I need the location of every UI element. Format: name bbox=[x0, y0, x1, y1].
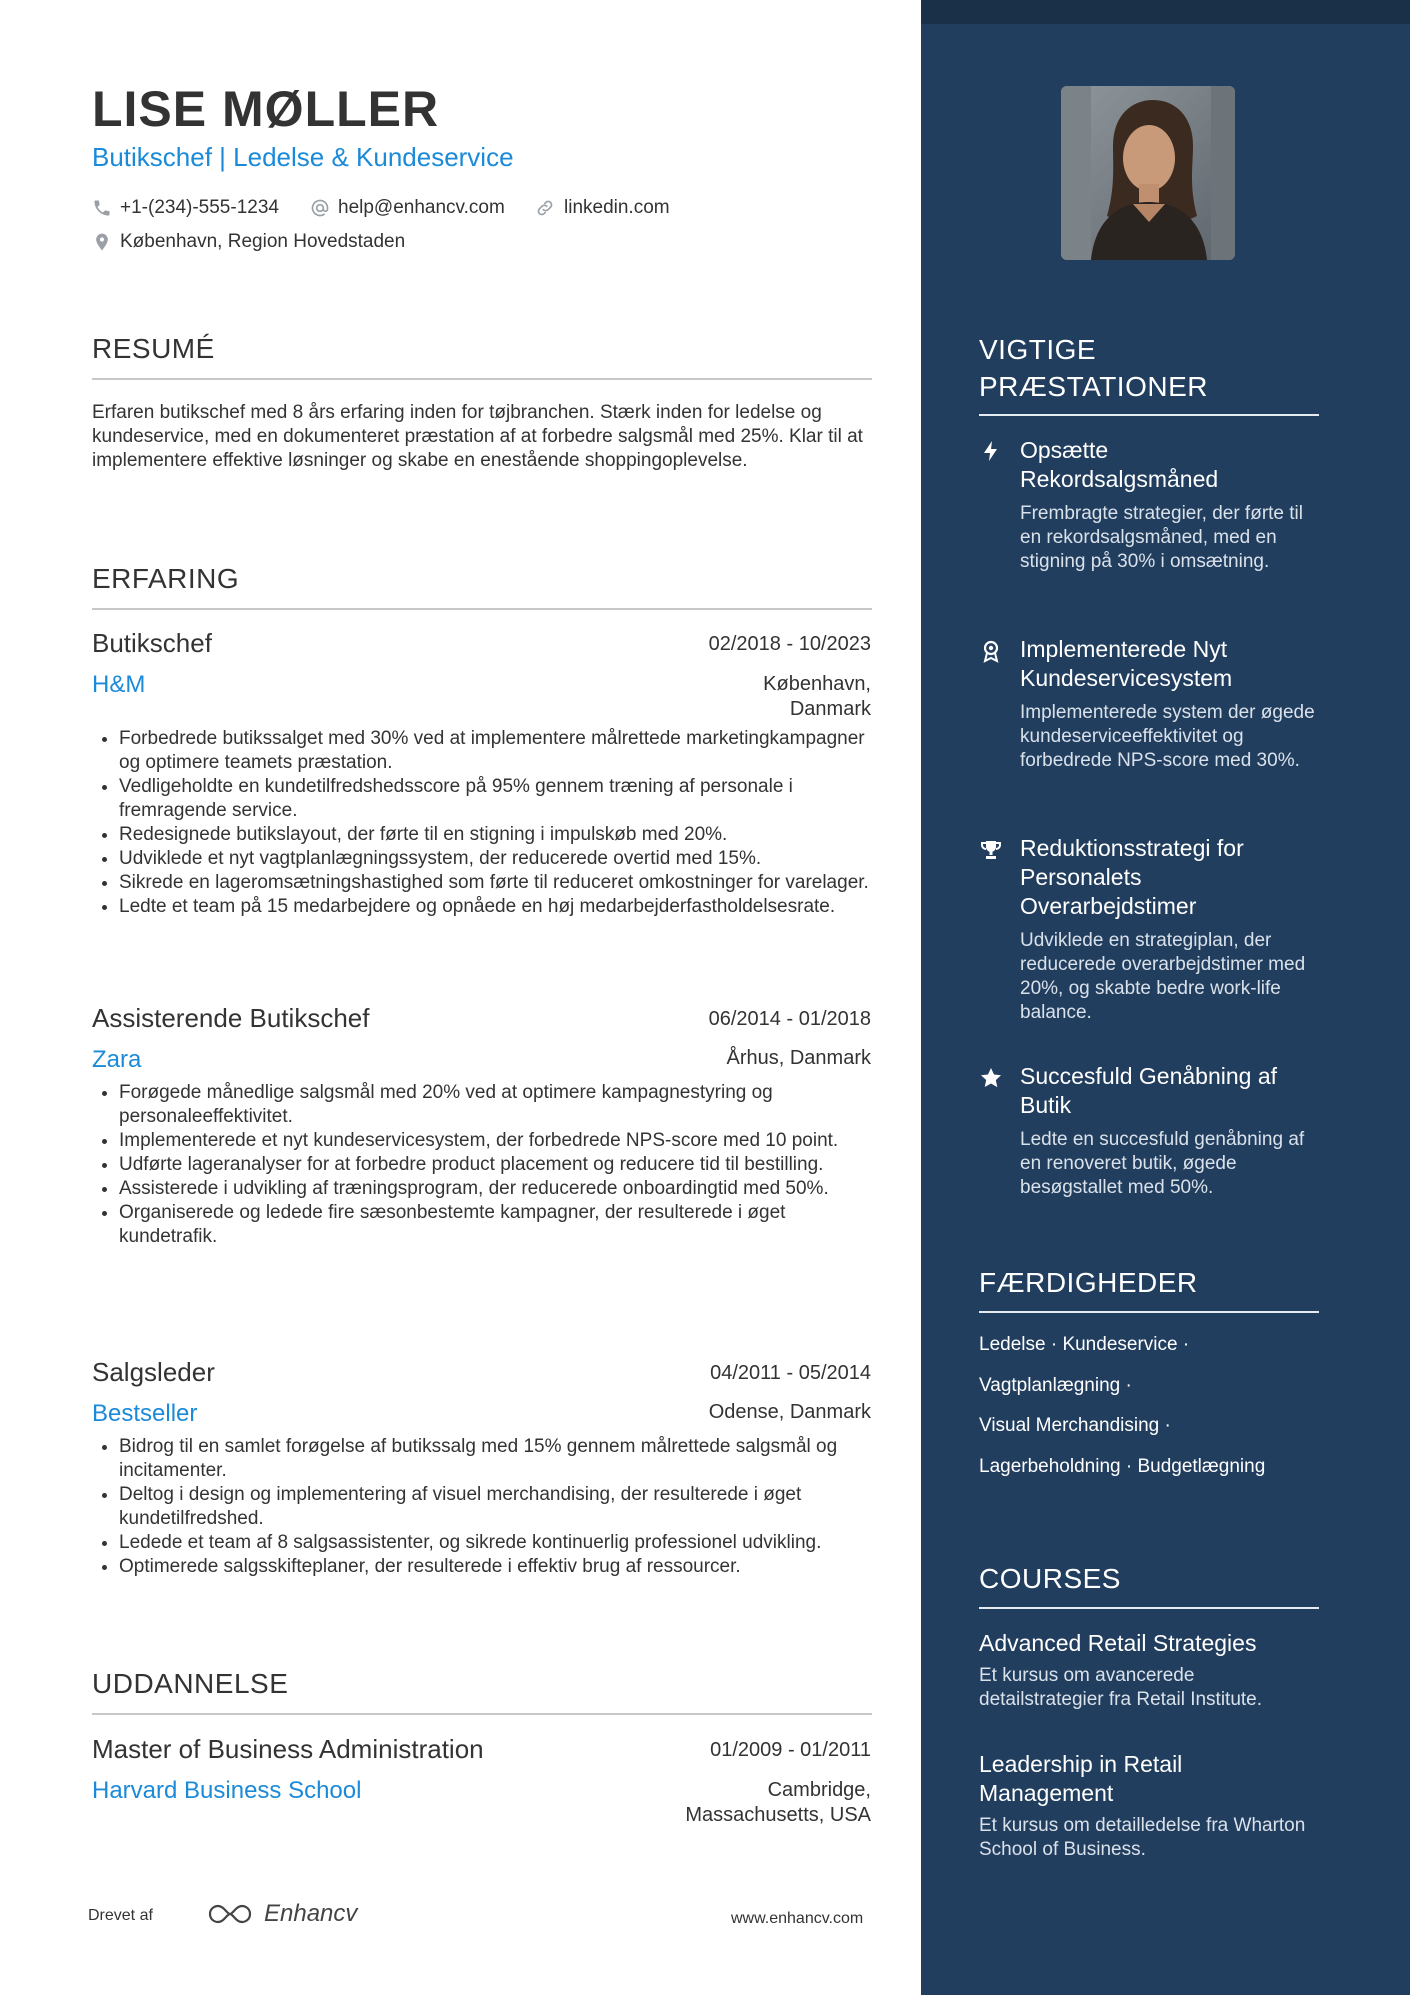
trophy-icon bbox=[979, 838, 1003, 862]
link-icon bbox=[534, 198, 556, 218]
job-company[interactable]: H&M bbox=[92, 671, 146, 698]
skills-divider bbox=[979, 1311, 1319, 1313]
school-name[interactable]: Harvard Business School bbox=[92, 1777, 362, 1804]
job-location: Århus, Danmark bbox=[726, 1047, 871, 1069]
candidate-name: LISE MØLLER bbox=[92, 81, 440, 137]
contact-phone[interactable] bbox=[92, 197, 279, 219]
achievements-divider bbox=[979, 414, 1319, 416]
courses-heading: COURSES bbox=[979, 1563, 1121, 1594]
job-bullets bbox=[92, 1435, 872, 1579]
degree-title: Master of Business Administration bbox=[92, 1734, 484, 1764]
list-item: • Bidrog til en samlet forøgelse af butikssalg med 15% gennem målrettede salgsmål og incitamenter. bbox=[119, 1435, 872, 1483]
resume-divider bbox=[92, 378, 872, 380]
contact-linkedin[interactable] bbox=[534, 197, 670, 219]
star-icon bbox=[979, 1066, 1003, 1090]
contact-email[interactable] bbox=[310, 197, 505, 219]
list-item: • Optimerede salgsskifteplaner, der resulterede i effektiv brug af ressourcer. bbox=[119, 1555, 872, 1579]
achievement-desc: Ledte en succesfuld genåbning af en renoveret butik, øgede besøgstallet med 50%. bbox=[1020, 1129, 1305, 1198]
enhancv-logo-text: Enhancv bbox=[264, 1900, 358, 1927]
achievement-title-line: Butik bbox=[1020, 1092, 1072, 1118]
profile-photo-image bbox=[1061, 86, 1235, 260]
course-desc: Et kursus om avancerede detailstrategier fra Retail Institute. bbox=[979, 1665, 1263, 1710]
location-pin-icon bbox=[92, 231, 112, 253]
achievement-desc: Udviklede en strategiplan, der reducerede overarbejdstimer med 20%, og skabte bedre work-life balance. bbox=[1020, 930, 1306, 1023]
candidate-title: Butikschef | Ledelse & Kundeservice bbox=[92, 142, 514, 172]
list-item: • Forøgede månedlige salgsmål med 20% ved at optimere kampagnestyring og personaleeffektivitet. bbox=[119, 1081, 872, 1129]
job-title: Butikschef bbox=[92, 628, 212, 658]
profile-photo bbox=[1061, 86, 1235, 260]
job-location-line1: København, bbox=[763, 673, 871, 695]
course-title-line: Management bbox=[979, 1780, 1114, 1806]
education-divider bbox=[92, 1713, 872, 1715]
achievement-title-line: Overarbejdstimer bbox=[1020, 893, 1197, 919]
job-title: Assisterende Butikschef bbox=[92, 1003, 370, 1033]
resume-text: Erfaren butikschef med 8 års erfaring inden for tøjbranchen. Stærk inden for ledelse og kundeservice, med en dokumenteret præstation af at forbedre salgsmål med 25%. Klar til at implementere effektive løsninger og skabe en enestående shoppingoplevelse. bbox=[92, 402, 863, 471]
list-item: • Vedligeholdte en kundetilfredshedsscore på 95% gennem træning af personale i fremragende service. bbox=[119, 775, 872, 823]
achievement-desc: Frembragte strategier, der førte til en rekordsalgsmåned, med en stigning på 30% i omsætning. bbox=[1020, 503, 1303, 572]
location-text: København, Region Hovedstaden bbox=[120, 231, 406, 252]
achievements-heading-line1: VIGTIGE bbox=[979, 334, 1097, 365]
job-location-line2: Danmark bbox=[789, 698, 871, 720]
list-item: • Ledte et team på 15 medarbejdere og opnåede en høj medarbejderfastholdelsesrate. bbox=[119, 895, 872, 919]
achievement-title-line: Personalets bbox=[1020, 864, 1142, 890]
skills-heading: FÆRDIGHEDER bbox=[979, 1267, 1198, 1298]
list-item: • Forbedrede butikssalget med 30% ved at implementere målrettede marketingkampagner og optimere teamets præstation. bbox=[119, 727, 872, 775]
course-desc: Et kursus om detailledelse fra Wharton School of Business. bbox=[979, 1815, 1306, 1860]
job-company[interactable]: Zara bbox=[92, 1046, 142, 1073]
courses-divider bbox=[979, 1607, 1319, 1609]
list-item: • Ledede et team af 8 salgsassistenter, og sikrede kontinuerlig professionel udvikling. bbox=[119, 1531, 872, 1555]
course-title bbox=[979, 1750, 1319, 1808]
skill-line: Vagtplanlægning · bbox=[979, 1375, 1132, 1396]
footer-url[interactable]: www.enhancv.com bbox=[731, 1910, 864, 1927]
achievement-title-line: Succesfuld Genåbning af bbox=[1020, 1063, 1278, 1089]
achievement-title bbox=[1020, 1062, 1320, 1120]
enhancv-logo[interactable] bbox=[206, 1900, 357, 1928]
award-icon bbox=[979, 639, 1003, 663]
experience-divider bbox=[92, 608, 872, 610]
achievement-title-line: Opsætte bbox=[1020, 437, 1109, 463]
list-item: • Sikrede en lageromsætningshastighed som førte til reduceret omkostninger for varelager. bbox=[119, 871, 872, 895]
at-icon bbox=[310, 198, 330, 218]
linkedin-text: linkedin.com bbox=[564, 197, 670, 218]
achievement-title-line: Rekordsalgsmåned bbox=[1020, 466, 1219, 492]
education-location-line2: Massachusetts, USA bbox=[685, 1804, 871, 1826]
contact-location bbox=[92, 231, 405, 253]
job-dates: 02/2018 - 10/2023 bbox=[708, 633, 871, 655]
sidebar-top-bar bbox=[921, 0, 1410, 24]
job-dates: 06/2014 - 01/2018 bbox=[708, 1008, 871, 1030]
job-company[interactable]: Bestseller bbox=[92, 1400, 198, 1427]
course-title: Advanced Retail Strategies bbox=[979, 1630, 1257, 1656]
education-location bbox=[685, 1778, 871, 1828]
achievement-title-line: Reduktionsstrategi for bbox=[1020, 835, 1244, 861]
job-bullets bbox=[92, 727, 872, 919]
enhancv-logo-icon bbox=[206, 1901, 254, 1927]
list-item: • Deltog i design og implementering af visuel merchandising, der resulterede i øget kundetilfredshed. bbox=[119, 1483, 872, 1531]
experience-heading: ERFARING bbox=[92, 563, 240, 594]
achievement-title-line: Implementerede Nyt bbox=[1020, 636, 1228, 662]
footer-powered-by: Drevet af bbox=[88, 1907, 153, 1924]
list-item: • Redesignede butikslayout, der førte til en stigning i impulskøb med 20%. bbox=[119, 823, 872, 847]
resume-heading: RESUMÉ bbox=[92, 333, 215, 364]
list-item: • Implementerede et nyt kundeservicesystem, der forbedrede NPS-score med 10 point. bbox=[119, 1129, 872, 1153]
job-bullets bbox=[92, 1081, 872, 1249]
job-title: Salgsleder bbox=[92, 1357, 215, 1387]
education-dates: 01/2009 - 01/2011 bbox=[710, 1739, 871, 1761]
list-item: • Udførte lageranalyser for at forbedre product placement og reducere tid til bestilling. bbox=[119, 1153, 872, 1177]
list-item: • Assisterede i udvikling af træningsprogram, der reducerede onboardingtid med 50%. bbox=[119, 1177, 872, 1201]
achievement-title bbox=[1020, 436, 1320, 494]
education-location-line1: Cambridge, bbox=[767, 1779, 871, 1801]
bolt-icon bbox=[979, 439, 1003, 463]
skill-line: Lagerbeholdning · Budgetlægning bbox=[979, 1456, 1266, 1477]
email-text: help@enhancv.com bbox=[338, 197, 505, 218]
job-dates: 04/2011 - 05/2014 bbox=[710, 1362, 871, 1384]
phone-icon bbox=[92, 198, 112, 218]
achievement-title bbox=[1020, 834, 1320, 921]
achievement-desc: Implementerede system der øgede kundeserviceeffektivitet og forbedrede NPS-score med 30%. bbox=[1020, 702, 1315, 771]
achievements-heading bbox=[979, 331, 1208, 405]
skill-line: Ledelse · Kundeservice · bbox=[979, 1334, 1190, 1355]
education-heading: UDDANNELSE bbox=[92, 1668, 289, 1699]
list-item: • Udviklede et nyt vagtplanlægningssystem, der reducerede overtid med 15%. bbox=[119, 847, 872, 871]
list-item: • Organiserede og ledede fire sæsonbestemte kampagner, der resulterede i øget kundetrafik. bbox=[119, 1201, 872, 1249]
job-location: Odense, Danmark bbox=[708, 1401, 871, 1423]
phone-text: +1-(234)-555-1234 bbox=[120, 197, 279, 218]
skill-line: Visual Merchandising · bbox=[979, 1415, 1171, 1436]
achievement-title bbox=[1020, 635, 1320, 693]
achievements-heading-line2: PRÆSTATIONER bbox=[979, 371, 1208, 402]
course-title-line: Leadership in Retail bbox=[979, 1751, 1183, 1777]
job-location bbox=[763, 672, 871, 722]
achievement-title-line: Kundeservicesystem bbox=[1020, 665, 1233, 691]
